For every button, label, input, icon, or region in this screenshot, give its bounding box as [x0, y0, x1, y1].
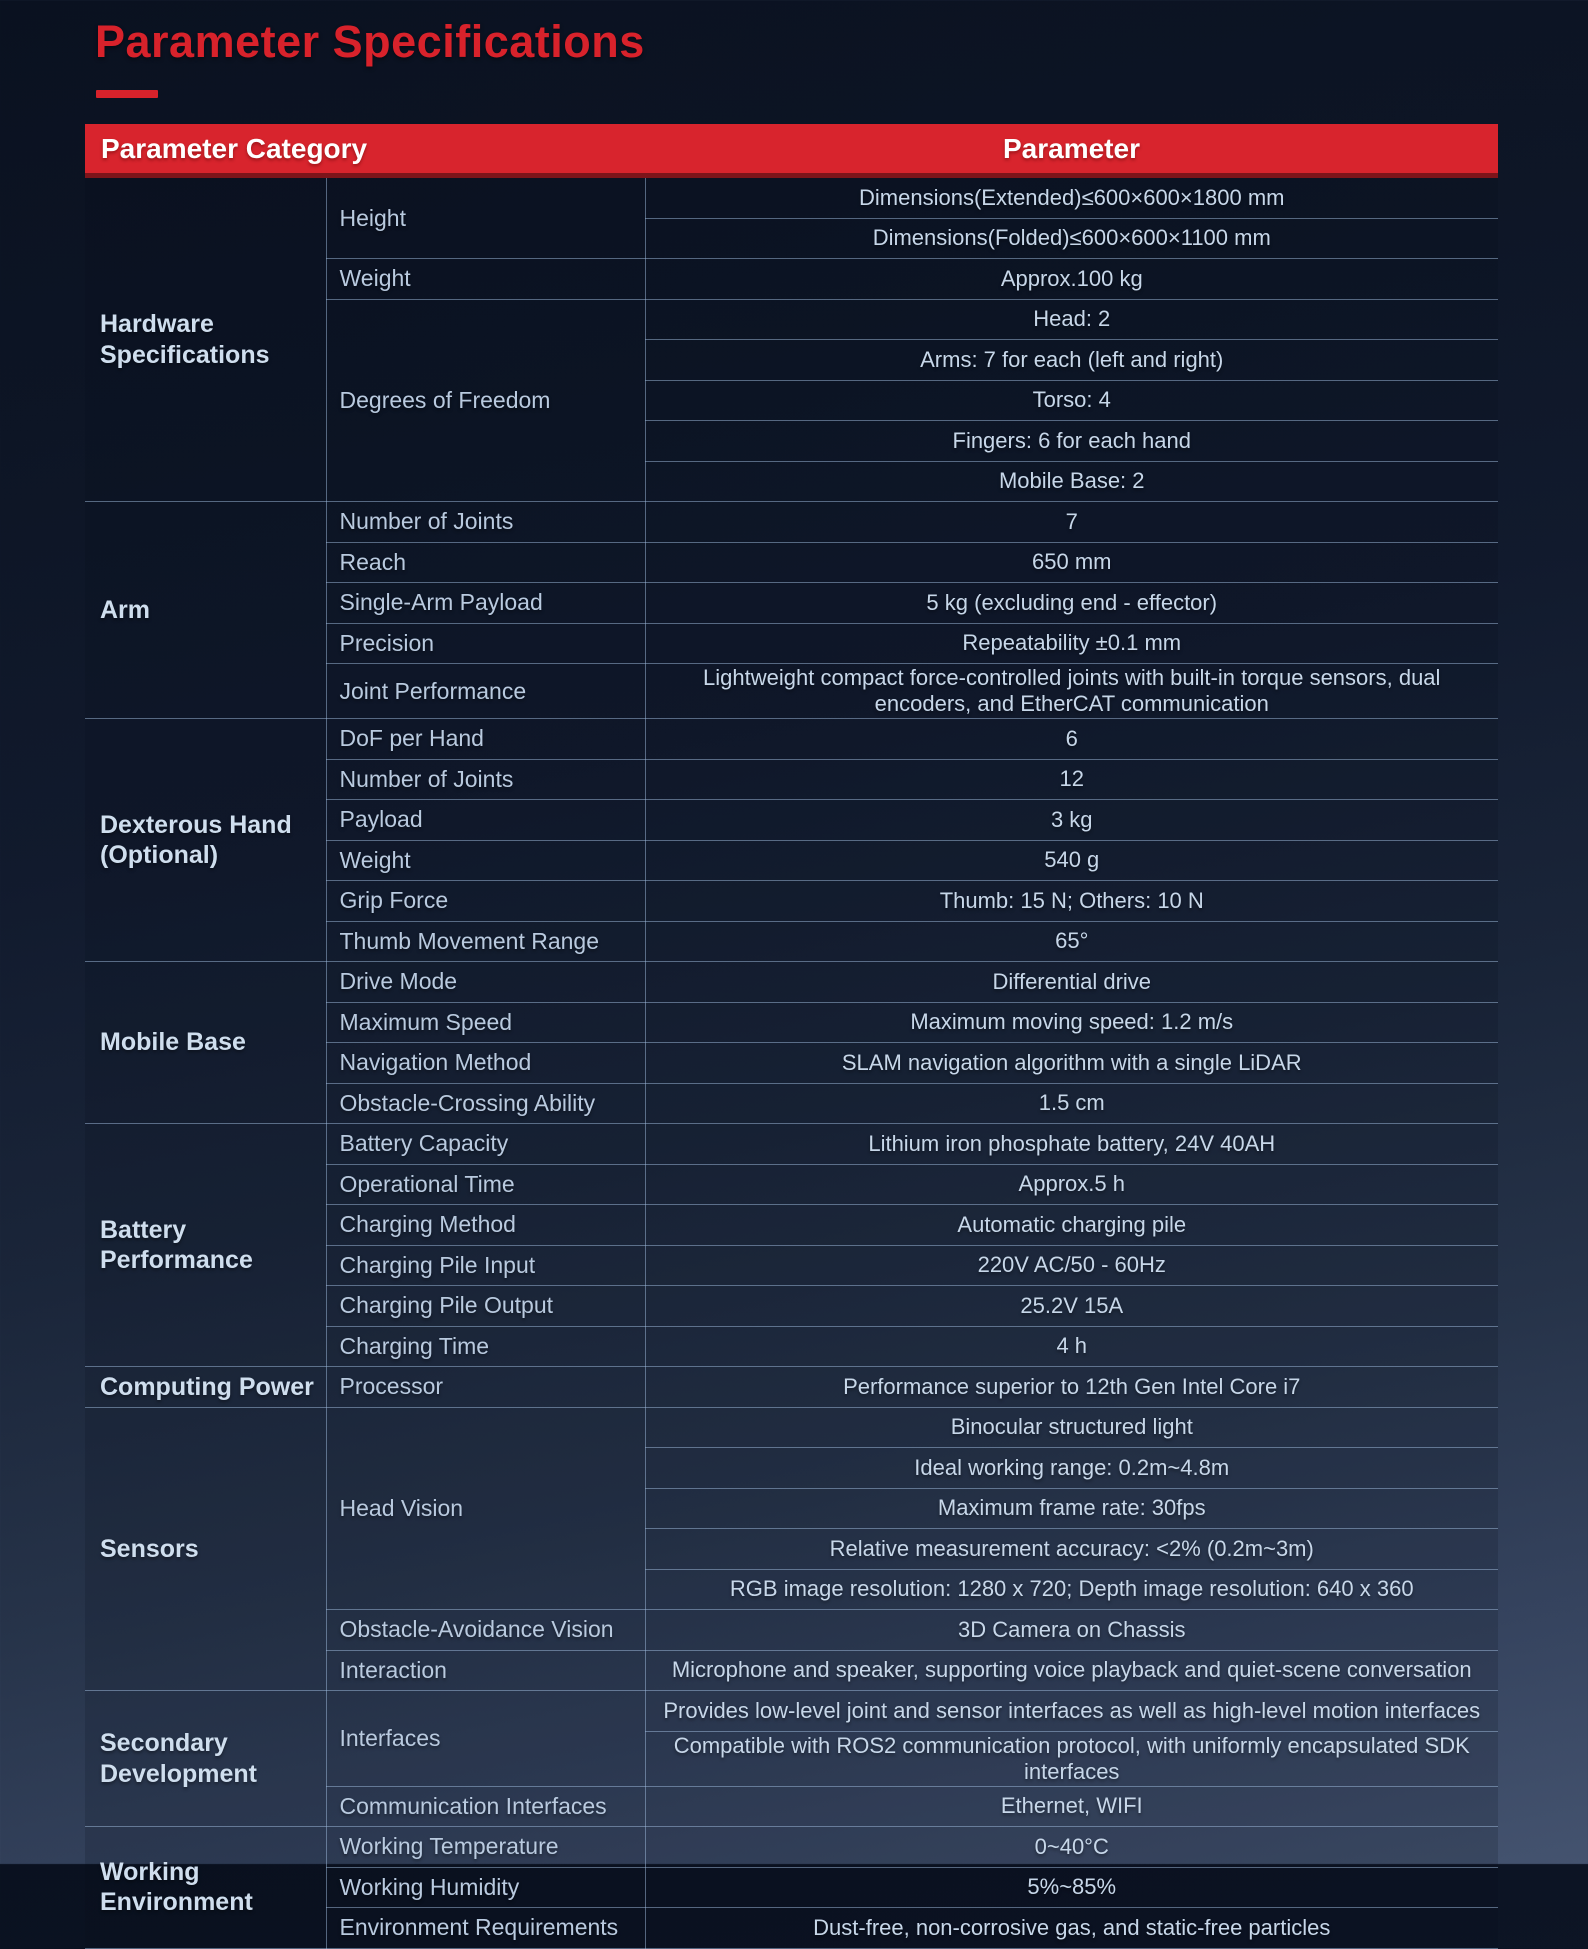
param-value-cell: Differential drive [645, 962, 1498, 1003]
param-value-cell: Dimensions(Extended)≤600×600×1800 mm [645, 176, 1498, 219]
param-value-cell: 5%~85% [645, 1867, 1498, 1908]
param-value-cell: Fingers: 6 for each hand [645, 421, 1498, 462]
param-name-cell-maximum-speed: Maximum Speed [326, 1002, 645, 1043]
param-name-cell-navigation-method: Navigation Method [326, 1043, 645, 1084]
spec-row [85, 1124, 1498, 1165]
param-value-cell: 5 kg (excluding end - effector) [645, 583, 1498, 624]
spec-row [85, 176, 1498, 219]
category-cell-dexterous-hand-optional: Dexterous Hand (Optional) [85, 719, 326, 962]
param-name-cell-communication-interfaces: Communication Interfaces [326, 1786, 645, 1827]
param-value-cell: Binocular structured light [645, 1407, 1498, 1448]
param-value-cell: Thumb: 15 N; Others: 10 N [645, 881, 1498, 922]
param-value-cell: Lithium iron phosphate battery, 24V 40AH [645, 1124, 1498, 1165]
header-parameter: Parameter [645, 124, 1498, 176]
param-value-cell: 65° [645, 921, 1498, 962]
param-name-cell-joint-performance: Joint Performance [326, 664, 645, 719]
param-value-cell: 540 g [645, 840, 1498, 881]
param-value-cell: Approx.5 h [645, 1164, 1498, 1205]
param-name-cell-charging-pile-output: Charging Pile Output [326, 1286, 645, 1327]
param-name-cell-single-arm-payload: Single-Arm Payload [326, 583, 645, 624]
spec-row [85, 1827, 1498, 1868]
category-cell-working-environment: Working Environment [85, 1827, 326, 1949]
param-value-cell: Approx.100 kg [645, 259, 1498, 300]
param-name-cell-weight: Weight [326, 259, 645, 300]
header-row [85, 124, 1498, 176]
spec-table-header [85, 124, 1498, 176]
spec-row [85, 719, 1498, 760]
category-cell-computing-power: Computing Power [85, 1367, 326, 1408]
param-name-cell-interaction: Interaction [326, 1650, 645, 1691]
param-name-cell-working-humidity: Working Humidity [326, 1867, 645, 1908]
category-cell-hardware-specifications: Hardware Specifications [85, 176, 326, 502]
param-value-cell: Maximum moving speed: 1.2 m/s [645, 1002, 1498, 1043]
param-value-cell: Provides low-level joint and sensor interfaces as well as high-level motion interfaces [645, 1691, 1498, 1732]
param-value-cell: 1.5 cm [645, 1083, 1498, 1124]
parameter-spec-table [85, 124, 1498, 1949]
spec-row [85, 1367, 1498, 1408]
spec-table-body [85, 176, 1498, 1949]
param-name-cell-number-of-joints: Number of Joints [326, 502, 645, 543]
param-value-cell: Dust-free, non-corrosive gas, and static-free particles [645, 1908, 1498, 1949]
param-name-cell-obstacle-avoidance-vision: Obstacle-Avoidance Vision [326, 1610, 645, 1651]
param-name-cell-degrees-of-freedom: Degrees of Freedom [326, 299, 645, 502]
spec-row [85, 1691, 1498, 1732]
param-value-cell: 220V AC/50 - 60Hz [645, 1245, 1498, 1286]
category-cell-mobile-base: Mobile Base [85, 962, 326, 1124]
param-value-cell: Automatic charging pile [645, 1205, 1498, 1246]
param-value-cell: Performance superior to 12th Gen Intel Core i7 [645, 1367, 1498, 1408]
param-name-cell-thumb-movement-range: Thumb Movement Range [326, 921, 645, 962]
param-name-cell-charging-method: Charging Method [326, 1205, 645, 1246]
param-name-cell-precision: Precision [326, 623, 645, 664]
param-value-cell: SLAM navigation algorithm with a single LiDAR [645, 1043, 1498, 1084]
param-name-cell-weight: Weight [326, 840, 645, 881]
param-value-cell: 6 [645, 719, 1498, 760]
param-name-cell-battery-capacity: Battery Capacity [326, 1124, 645, 1165]
param-value-cell: Mobile Base: 2 [645, 461, 1498, 502]
spec-row [85, 502, 1498, 543]
header-parameter-category: Parameter Category [85, 124, 645, 176]
category-cell-battery-performance: Battery Performance [85, 1124, 326, 1367]
param-value-cell: Ideal working range: 0.2m~4.8m [645, 1448, 1498, 1489]
param-value-cell: Repeatability ±0.1 mm [645, 623, 1498, 664]
param-name-cell-reach: Reach [326, 542, 645, 583]
page [0, 16, 1588, 1949]
param-name-cell-drive-mode: Drive Mode [326, 962, 645, 1003]
param-value-cell: Dimensions(Folded)≤600×600×1100 mm [645, 218, 1498, 259]
param-value-cell: 4 h [645, 1326, 1498, 1367]
param-value-cell: RGB image resolution: 1280 x 720; Depth image resolution: 640 x 360 [645, 1569, 1498, 1610]
param-name-cell-obstacle-crossing-ability: Obstacle-Crossing Ability [326, 1083, 645, 1124]
category-cell-secondary-development: Secondary Development [85, 1691, 326, 1827]
param-name-cell-charging-time: Charging Time [326, 1326, 645, 1367]
param-value-cell: 650 mm [645, 542, 1498, 583]
param-value-cell: Arms: 7 for each (left and right) [645, 340, 1498, 381]
param-name-cell-working-temperature: Working Temperature [326, 1827, 645, 1868]
param-value-cell: 12 [645, 759, 1498, 800]
spec-row [85, 1407, 1498, 1448]
spec-row [85, 962, 1498, 1003]
param-name-cell-payload: Payload [326, 800, 645, 841]
param-name-cell-number-of-joints: Number of Joints [326, 759, 645, 800]
param-name-cell-interfaces: Interfaces [326, 1691, 645, 1787]
category-cell-sensors: Sensors [85, 1407, 326, 1691]
param-value-cell: Ethernet, WIFI [645, 1786, 1498, 1827]
param-value-cell: Maximum frame rate: 30fps [645, 1488, 1498, 1529]
param-value-cell: 3D Camera on Chassis [645, 1610, 1498, 1651]
param-name-cell-height: Height [326, 176, 645, 259]
param-name-cell-grip-force: Grip Force [326, 881, 645, 922]
param-name-cell-charging-pile-input: Charging Pile Input [326, 1245, 645, 1286]
param-name-cell-environment-requirements: Environment Requirements [326, 1908, 645, 1949]
param-name-cell-processor: Processor [326, 1367, 645, 1408]
param-value-cell: Torso: 4 [645, 380, 1498, 421]
param-value-cell: Lightweight compact force-controlled joints with built-in torque sensors, dual encoders, and EtherCAT communication [645, 664, 1498, 719]
param-value-cell: Microphone and speaker, supporting voice playback and quiet-scene conversation [645, 1650, 1498, 1691]
param-value-cell: Head: 2 [645, 299, 1498, 340]
title-underline-divider [96, 90, 158, 98]
param-value-cell: 3 kg [645, 800, 1498, 841]
param-value-cell: 25.2V 15A [645, 1286, 1498, 1327]
param-value-cell: Compatible with ROS2 communication protocol, with uniformly encapsulated SDK interfaces [645, 1731, 1498, 1786]
category-cell-arm: Arm [85, 502, 326, 719]
param-name-cell-dof-per-hand: DoF per Hand [326, 719, 645, 760]
param-name-cell-operational-time: Operational Time [326, 1164, 645, 1205]
param-name-cell-head-vision: Head Vision [326, 1407, 645, 1610]
page-title: Parameter Specifications [95, 16, 645, 67]
param-value-cell: Relative measurement accuracy: <2% (0.2m~3m) [645, 1529, 1498, 1570]
param-value-cell: 0~40°C [645, 1827, 1498, 1868]
param-value-cell: 7 [645, 502, 1498, 543]
